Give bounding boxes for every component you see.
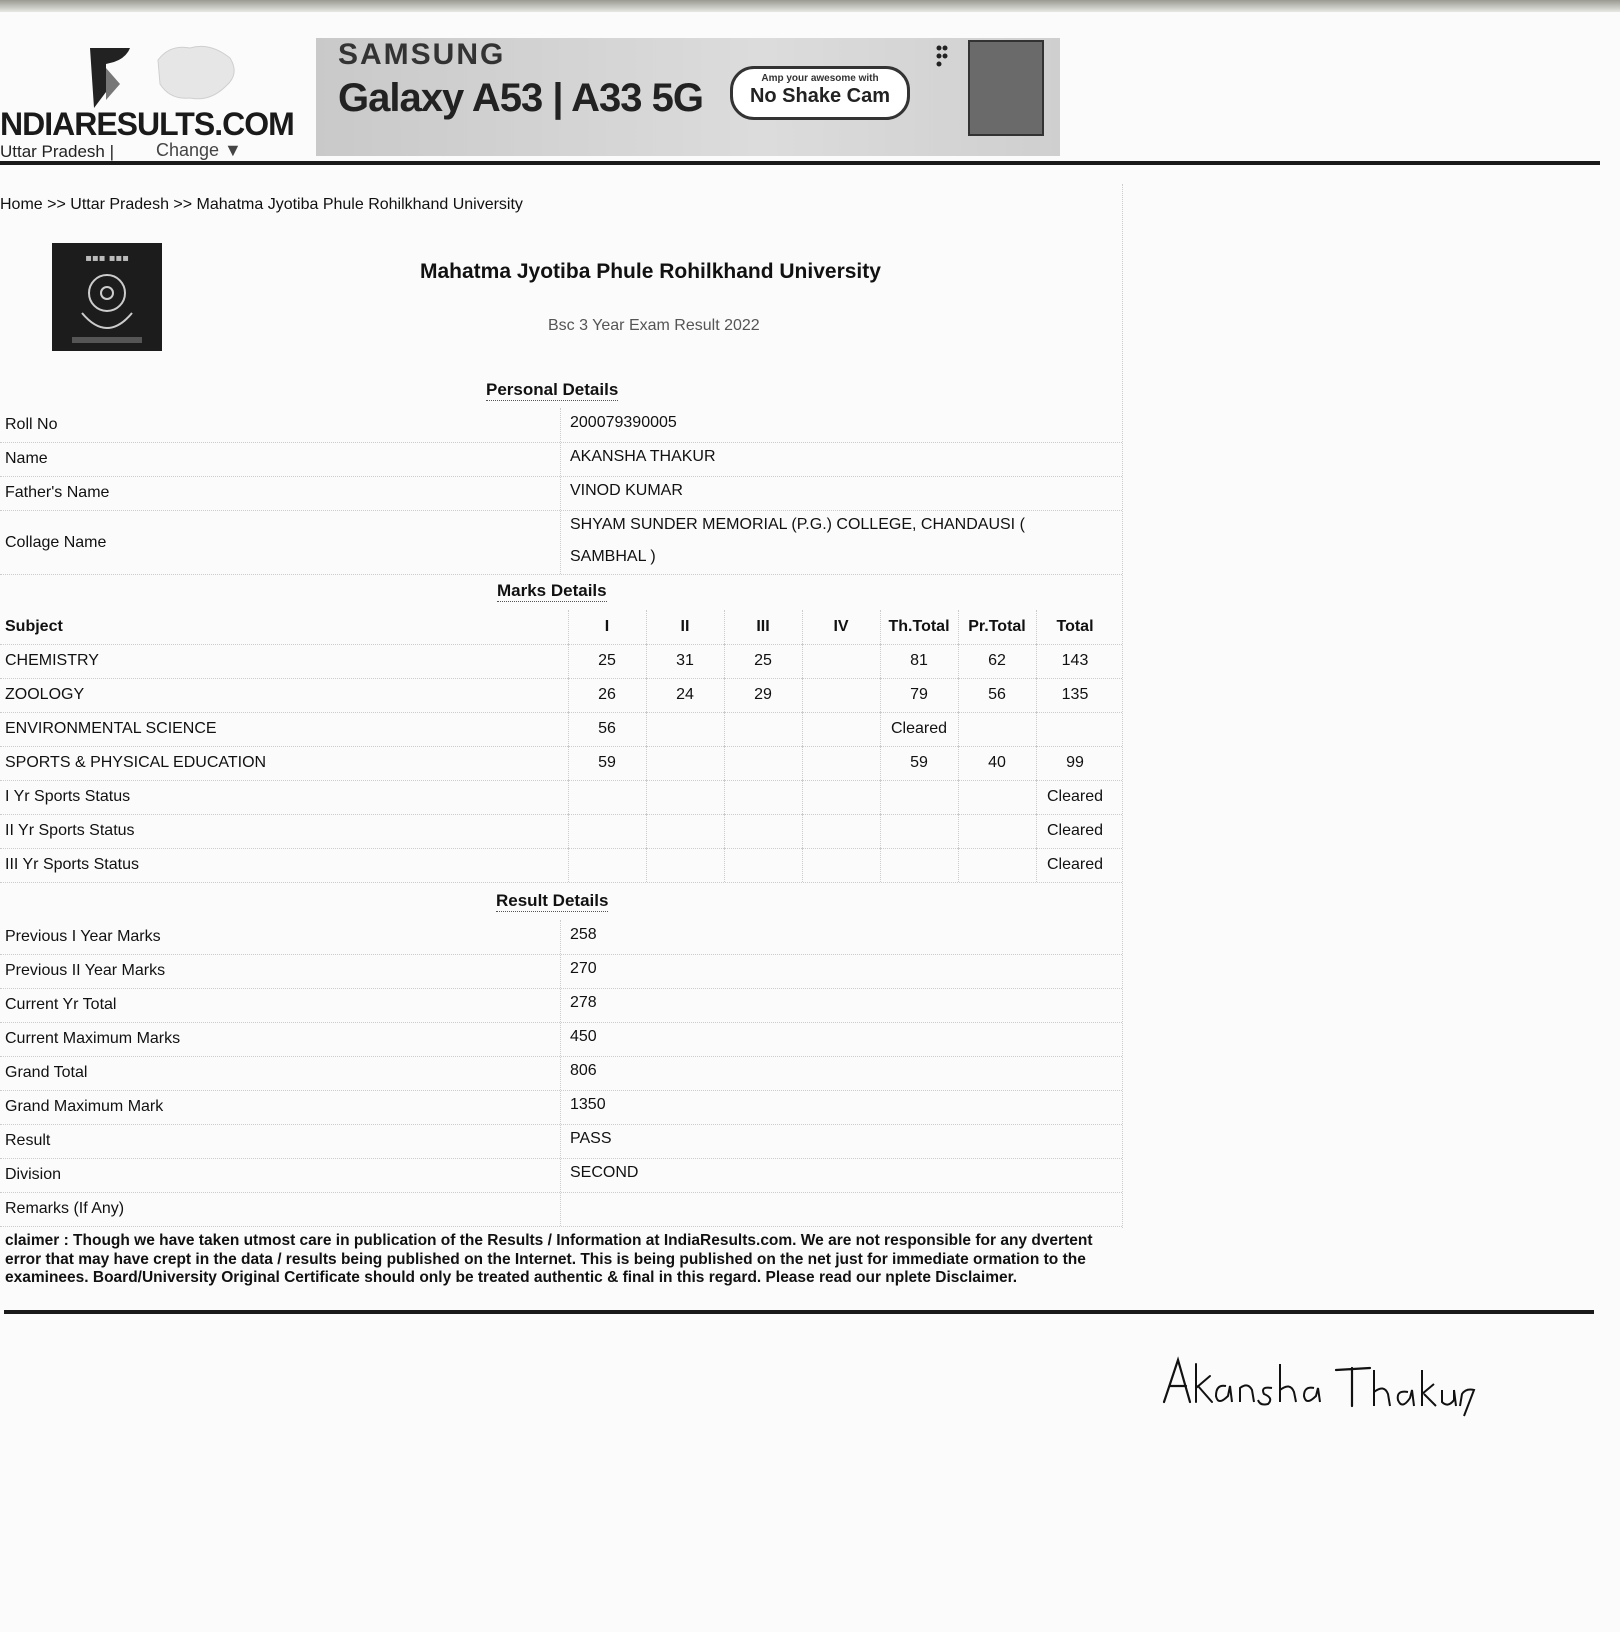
marks-column-divider <box>958 644 959 678</box>
site-logo[interactable] <box>0 36 300 166</box>
marks-row <box>0 678 1122 713</box>
result-row <box>0 1124 1122 1159</box>
marks-subject: I Yr Sports Status <box>5 788 131 805</box>
result-label: Current Yr Total <box>5 996 117 1013</box>
name-label: Name <box>5 450 48 467</box>
marks-cell: 24 <box>676 686 694 703</box>
marks-column-divider <box>1036 644 1037 678</box>
marks-col-header: II <box>680 618 690 635</box>
marks-column-divider <box>1036 814 1037 848</box>
breadcrumb[interactable]: Home >> Uttar Pradesh >> Mahatma Jyotiba Phule Rohilkhand University <box>0 196 523 213</box>
marks-column-divider <box>724 848 725 882</box>
marks-column-divider <box>724 712 725 746</box>
marks-column-divider <box>1036 678 1037 712</box>
marks-column-divider <box>724 780 725 814</box>
college-name-label: Collage Name <box>5 534 107 551</box>
result-value: 270 <box>570 960 597 977</box>
result-details-heading: Result Details <box>496 891 609 910</box>
marks-column-divider <box>880 746 881 780</box>
marks-cell: 25 <box>598 652 616 669</box>
marks-column-divider <box>958 814 959 848</box>
marks-column-divider <box>802 780 803 814</box>
college-name-value-cont: SAMBHAL ) <box>570 548 656 565</box>
marks-row <box>0 712 1122 747</box>
personal-row-name <box>0 442 1122 477</box>
marks-column-divider <box>568 814 569 848</box>
marks-column-divider <box>1036 610 1037 644</box>
marks-cell: Cleared <box>1046 822 1104 839</box>
result-row <box>0 1090 1122 1125</box>
result-value: 1350 <box>570 1096 606 1113</box>
result-row <box>0 1158 1122 1193</box>
result-label: Division <box>5 1166 62 1183</box>
marks-column-divider <box>880 780 881 814</box>
marks-column-divider <box>724 814 725 848</box>
marks-column-divider <box>802 678 803 712</box>
ad-model: Galaxy A53 | A33 5G <box>338 76 704 120</box>
marks-row <box>0 746 1122 781</box>
marks-column-divider <box>1036 746 1037 780</box>
marks-column-divider <box>802 712 803 746</box>
handwritten-signature <box>1160 1350 1480 1430</box>
ad-tagline-small: Amp your awesome with <box>761 73 879 84</box>
marks-column-divider <box>646 780 647 814</box>
marks-column-divider <box>568 678 569 712</box>
result-row <box>0 1192 1122 1227</box>
marks-col-header: Th.Total <box>888 618 950 635</box>
marks-column-divider <box>880 848 881 882</box>
father-name-value: VINOD KUMAR <box>570 482 683 499</box>
name-value: AKANSHA THAKUR <box>570 448 716 465</box>
marks-column-divider <box>1036 848 1037 882</box>
marks-cell: 59 <box>598 754 616 771</box>
ad-banner[interactable] <box>316 38 1060 156</box>
marks-column-divider <box>1036 712 1037 746</box>
marks-cell: Cleared <box>890 720 948 737</box>
marks-row <box>0 644 1122 679</box>
header-divider <box>0 161 1600 165</box>
personal-column-divider <box>560 408 561 574</box>
result-row <box>0 920 1122 955</box>
result-row <box>0 1056 1122 1091</box>
marks-cell: 59 <box>910 754 928 771</box>
marks-column-divider <box>958 780 959 814</box>
university-logo <box>52 243 162 351</box>
result-label: Grand Maximum Mark <box>5 1098 164 1115</box>
marks-cell: 99 <box>1066 754 1084 771</box>
marks-subject: SPORTS & PHYSICAL EDUCATION <box>5 754 267 771</box>
ad-brand: SAMSUNG <box>338 38 506 71</box>
personal-details-heading: Personal Details <box>486 380 619 399</box>
result-label: Result <box>5 1132 51 1149</box>
ad-tagline-big: No Shake Cam <box>749 85 891 107</box>
marks-column-divider <box>958 610 959 644</box>
marks-column-divider <box>958 678 959 712</box>
marks-cell: 56 <box>988 686 1006 703</box>
result-label: Remarks (If Any) <box>5 1200 125 1217</box>
marks-column-divider <box>646 712 647 746</box>
marks-column-divider <box>568 712 569 746</box>
brand-name: NDIARESULTS.COM <box>0 106 294 142</box>
svg-text:▪▪▪ ▪▪▪: ▪▪▪ ▪▪▪ <box>85 253 129 264</box>
marks-column-divider <box>568 848 569 882</box>
marks-column-divider <box>646 610 647 644</box>
marks-col-header: III <box>756 618 770 635</box>
ad-phone-image <box>968 40 1044 136</box>
marks-column-divider <box>880 610 881 644</box>
marks-col-header: Pr.Total <box>968 618 1026 635</box>
footer-divider <box>4 1310 1594 1314</box>
marks-cell: 31 <box>676 652 694 669</box>
result-label: Previous I Year Marks <box>5 928 161 945</box>
ad-dots-icon <box>936 44 948 68</box>
marks-column-divider <box>802 746 803 780</box>
roll-no-value: 200079390005 <box>570 414 677 431</box>
marks-column-divider <box>568 780 569 814</box>
result-label: Previous II Year Marks <box>5 962 166 979</box>
university-title: Mahatma Jyotiba Phule Rohilkhand University <box>420 260 881 283</box>
marks-column-divider <box>568 746 569 780</box>
marks-col-header: IV <box>833 618 849 635</box>
marks-cell: 29 <box>754 686 772 703</box>
marks-row <box>0 848 1122 883</box>
marks-col-header: I <box>604 618 610 635</box>
marks-column-divider <box>646 848 647 882</box>
marks-column-divider <box>802 814 803 848</box>
marks-cell: 79 <box>910 686 928 703</box>
result-value: 258 <box>570 926 597 943</box>
marks-cell: 62 <box>988 652 1006 669</box>
university-emblem-icon <box>52 243 162 351</box>
marks-col-header: Total <box>1056 618 1094 635</box>
marks-subject: CHEMISTRY <box>5 652 99 669</box>
marks-column-divider <box>724 746 725 780</box>
personal-row-roll <box>0 408 1122 443</box>
result-value: PASS <box>570 1130 612 1147</box>
marks-column-divider <box>1036 780 1037 814</box>
marks-cell: 143 <box>1061 652 1089 669</box>
marks-column-divider <box>880 712 881 746</box>
marks-details-heading: Marks Details <box>497 581 607 600</box>
change-state-link[interactable]: Change ▼ <box>156 140 242 160</box>
marks-column-divider <box>646 814 647 848</box>
marks-column-divider <box>724 644 725 678</box>
marks-column-divider <box>568 644 569 678</box>
marks-cell: 56 <box>598 720 616 737</box>
marks-column-divider <box>646 644 647 678</box>
marks-column-divider <box>646 746 647 780</box>
result-value: 278 <box>570 994 597 1011</box>
marks-column-divider <box>880 678 881 712</box>
marks-row <box>0 814 1122 849</box>
father-name-label: Father's Name <box>5 484 110 501</box>
state-label: Uttar Pradesh | <box>0 142 115 161</box>
marks-subject: II Yr Sports Status <box>5 822 135 839</box>
marks-column-divider <box>958 848 959 882</box>
marks-row <box>0 780 1122 815</box>
marks-column-divider <box>958 712 959 746</box>
result-value: SECOND <box>570 1164 639 1181</box>
marks-column-divider <box>880 644 881 678</box>
marks-column-divider <box>802 610 803 644</box>
college-name-value: SHYAM SUNDER MEMORIAL (P.G.) COLLEGE, CHANDAUSI ( <box>570 516 1025 533</box>
marks-cell: 25 <box>754 652 772 669</box>
result-column-divider <box>560 920 561 1226</box>
marks-subject: ZOOLOGY <box>5 686 85 703</box>
result-value: 450 <box>570 1028 597 1045</box>
ad-tagline-pill <box>730 66 910 120</box>
result-row <box>0 954 1122 989</box>
marks-cell: Cleared <box>1046 856 1104 873</box>
marks-subject: ENVIRONMENTAL SCIENCE <box>5 720 217 737</box>
marks-col-subject: Subject <box>5 618 63 635</box>
marks-header-row <box>0 610 1122 645</box>
marks-cell: 81 <box>910 652 928 669</box>
marks-column-divider <box>724 678 725 712</box>
marks-cell: 135 <box>1061 686 1089 703</box>
marks-cell: 40 <box>988 754 1006 771</box>
marks-cell: 26 <box>598 686 616 703</box>
scan-top-edge <box>0 0 1620 12</box>
personal-row-college <box>0 510 1122 575</box>
marks-cell: Cleared <box>1046 788 1104 805</box>
marks-column-divider <box>802 848 803 882</box>
marks-column-divider <box>802 644 803 678</box>
exam-subtitle: Bsc 3 Year Exam Result 2022 <box>548 317 760 334</box>
up-map-outline-icon <box>150 40 242 106</box>
result-row <box>0 1022 1122 1057</box>
disclaimer-text: claimer : Though we have taken utmost care in publication of the Results / Information at IndiaResults.com. We are not responsible for any dvertent error that may have crept in the data / results being published on the Internet. This is being published on the net just for immediate ormation to the examinees. Board/University Original Certificate should only be treated authentic & final in this regard. Please read our nplete Disclaimer. <box>5 1232 1093 1286</box>
marks-column-divider <box>958 746 959 780</box>
personal-row-father <box>0 476 1122 511</box>
result-label: Grand Total <box>5 1064 88 1081</box>
result-row <box>0 988 1122 1023</box>
roll-no-label: Roll No <box>5 416 58 433</box>
marks-column-divider <box>724 610 725 644</box>
marks-column-divider <box>568 610 569 644</box>
result-value: 806 <box>570 1062 597 1079</box>
result-label: Current Maximum Marks <box>5 1030 181 1047</box>
marks-column-divider <box>646 678 647 712</box>
marks-subject: III Yr Sports Status <box>5 856 139 873</box>
marks-column-divider <box>880 814 881 848</box>
